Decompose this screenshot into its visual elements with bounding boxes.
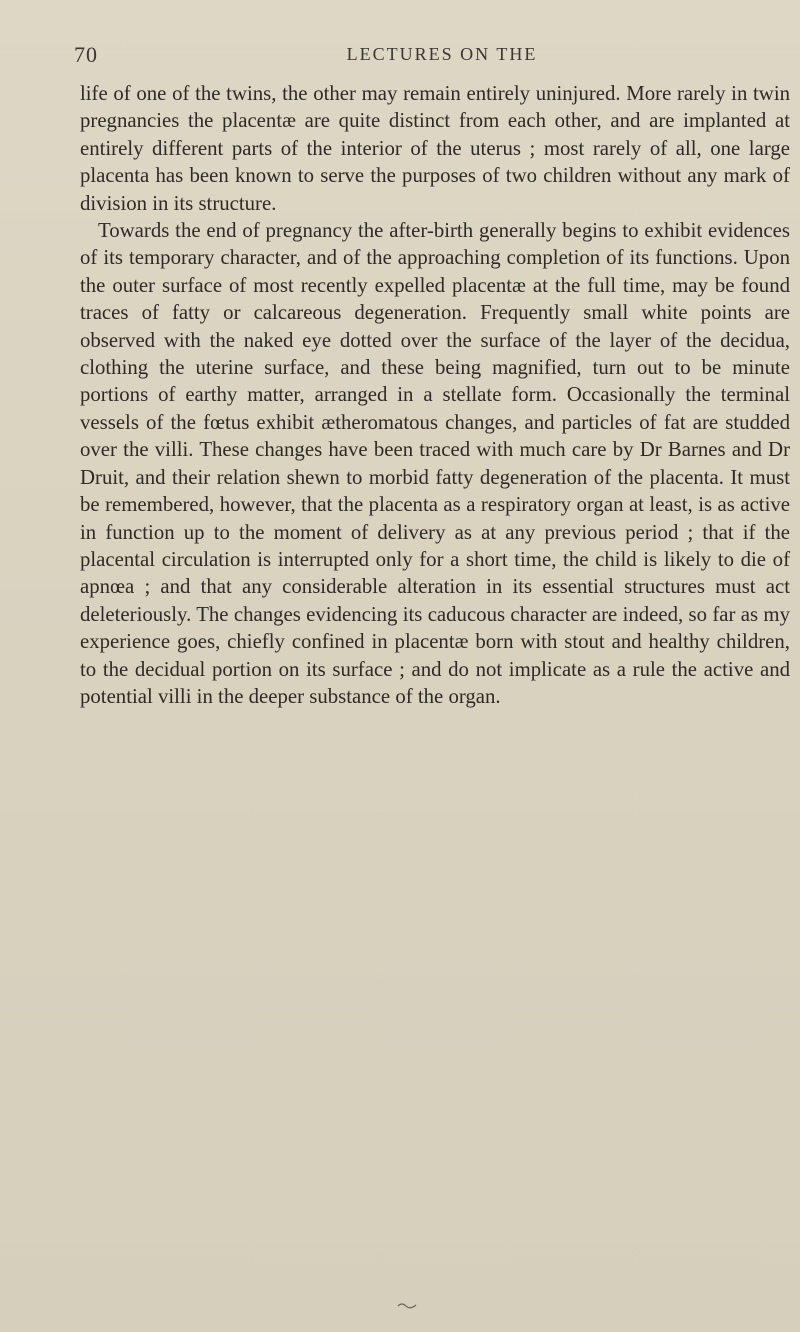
body-text: [80, 80, 790, 710]
printer-mark-icon: [397, 1300, 417, 1310]
paragraph-after-birth: Towards the end of pregnancy the after-birth generally begins to exhibit evidences of its temporary character, and of the approaching completion of its functions. Upon the outer surface of most recently expelled placentæ at the full time, may be found traces of fatty or calcareous degeneration. Frequently small white points are observed with the naked eye dotted over the surface of the layer of the decidua, clothing the uterine surface, and these being magnified, turn out to be minute portions of earthy matter, arranged in a stellate form. Occasionally the terminal vessels of the fœtus exhibit ætheromatous changes, and particles of fat are studded over the villi. These changes have been traced with much care by Dr Barnes and Dr Druit, and their relation shewn to morbid fatty degeneration of the placenta. It must be remembered, however, that the placenta as a respiratory organ at least, is as active in function up to the moment of delivery as at any previous period ; that if the placental circulation is interrupted only for a short time, the child is likely to die of apnœa ; and that any considerable alteration in its essential structures must act deleteriously. The changes evidencing its caducous character are indeed, so far as my experience goes, chiefly confined in placentæ born with stout and healthy children, to the decidual portion on its surface ; and do not implicate as a rule the active and potential villi in the deeper substance of the organ.: [80, 219, 790, 708]
paragraph-continued: life of one of the twins, the other may remain entirely uninjured. More rarely in twin pregnancies the placentæ are quite distinct from each other, and are implanted at entirely different parts of the interior of the uterus ; most rarely of all, one large placenta has been known to serve the purposes of two children without any mark of division in its structure.: [80, 82, 790, 215]
page-header: [74, 42, 770, 72]
running-head: LECTURES ON THE: [346, 44, 538, 64]
page-number: 70: [74, 42, 98, 67]
